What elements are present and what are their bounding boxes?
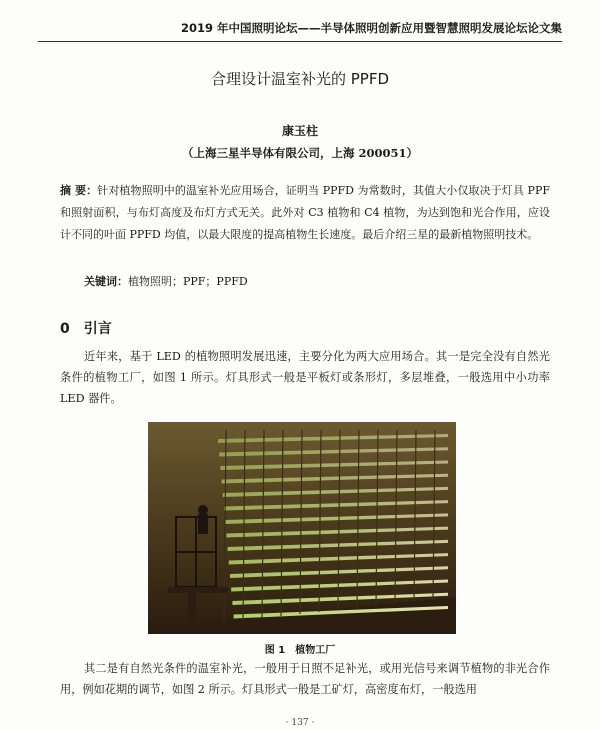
- paragraph-intro: 近年来，基于 LED 的植物照明发展迅速，主要分化为两大应用场合。其一是完全没有自然光条件的植物工厂，如图 1 所示。灯具形式一般是平板灯或条形灯，多层堆叠，一般选用中小功率 LED 器件。: [60, 350, 550, 405]
- figure-caption-text: 植物工厂: [295, 645, 336, 656]
- article-title: 合理设计温室补光的 PPFD: [210, 70, 390, 88]
- section-heading: [60, 318, 112, 338]
- abstract-label: 摘 要：: [60, 184, 98, 197]
- keywords: [84, 271, 550, 293]
- figure-number: 图 1: [264, 645, 286, 656]
- section-number: 0: [60, 321, 70, 337]
- author-name: 康玉柱: [281, 124, 318, 138]
- figure-caption: [0, 641, 600, 656]
- keywords-text: 植物照明；PPF；PPFD: [128, 275, 248, 288]
- figure-plant-factory-photo: [148, 422, 456, 634]
- plant-factory-image: [148, 422, 456, 634]
- abstract-text: 针对植物照明中的温室补光应用场合，证明当 PPFD 为常数时，其值大小仅取决于灯具 PPF 和照射面积，与布灯高度及布灯方式无关。此外对 C3 植物和 C4 植物，为达到饱和光合作用，应设计不同的叶面 PPFD 均值，以最大限度的提高植物生长速度。最后介绍三星的最新植物照明技术。: [60, 184, 550, 241]
- keywords-label: 关键词：: [84, 275, 128, 288]
- paragraph-greenhouse: 其二是有自然光条件的温室补光，一般用于日照不足补光，或用光信号来调节植物的非光合作用，例如花期的调节，如图 2 所示。灯具形式一般是工矿灯，高密度布灯，一般选用: [60, 662, 550, 696]
- page-number: · 137 ·: [285, 718, 315, 728]
- author-affiliation: （上海三星半导体有限公司，上海 200051）: [181, 146, 418, 160]
- section-title: 引言: [83, 321, 112, 337]
- abstract: [60, 180, 550, 246]
- running-header: 2019 年中国照明论坛——半导体照明创新应用暨智慧照明发展论坛论文集: [38, 20, 562, 42]
